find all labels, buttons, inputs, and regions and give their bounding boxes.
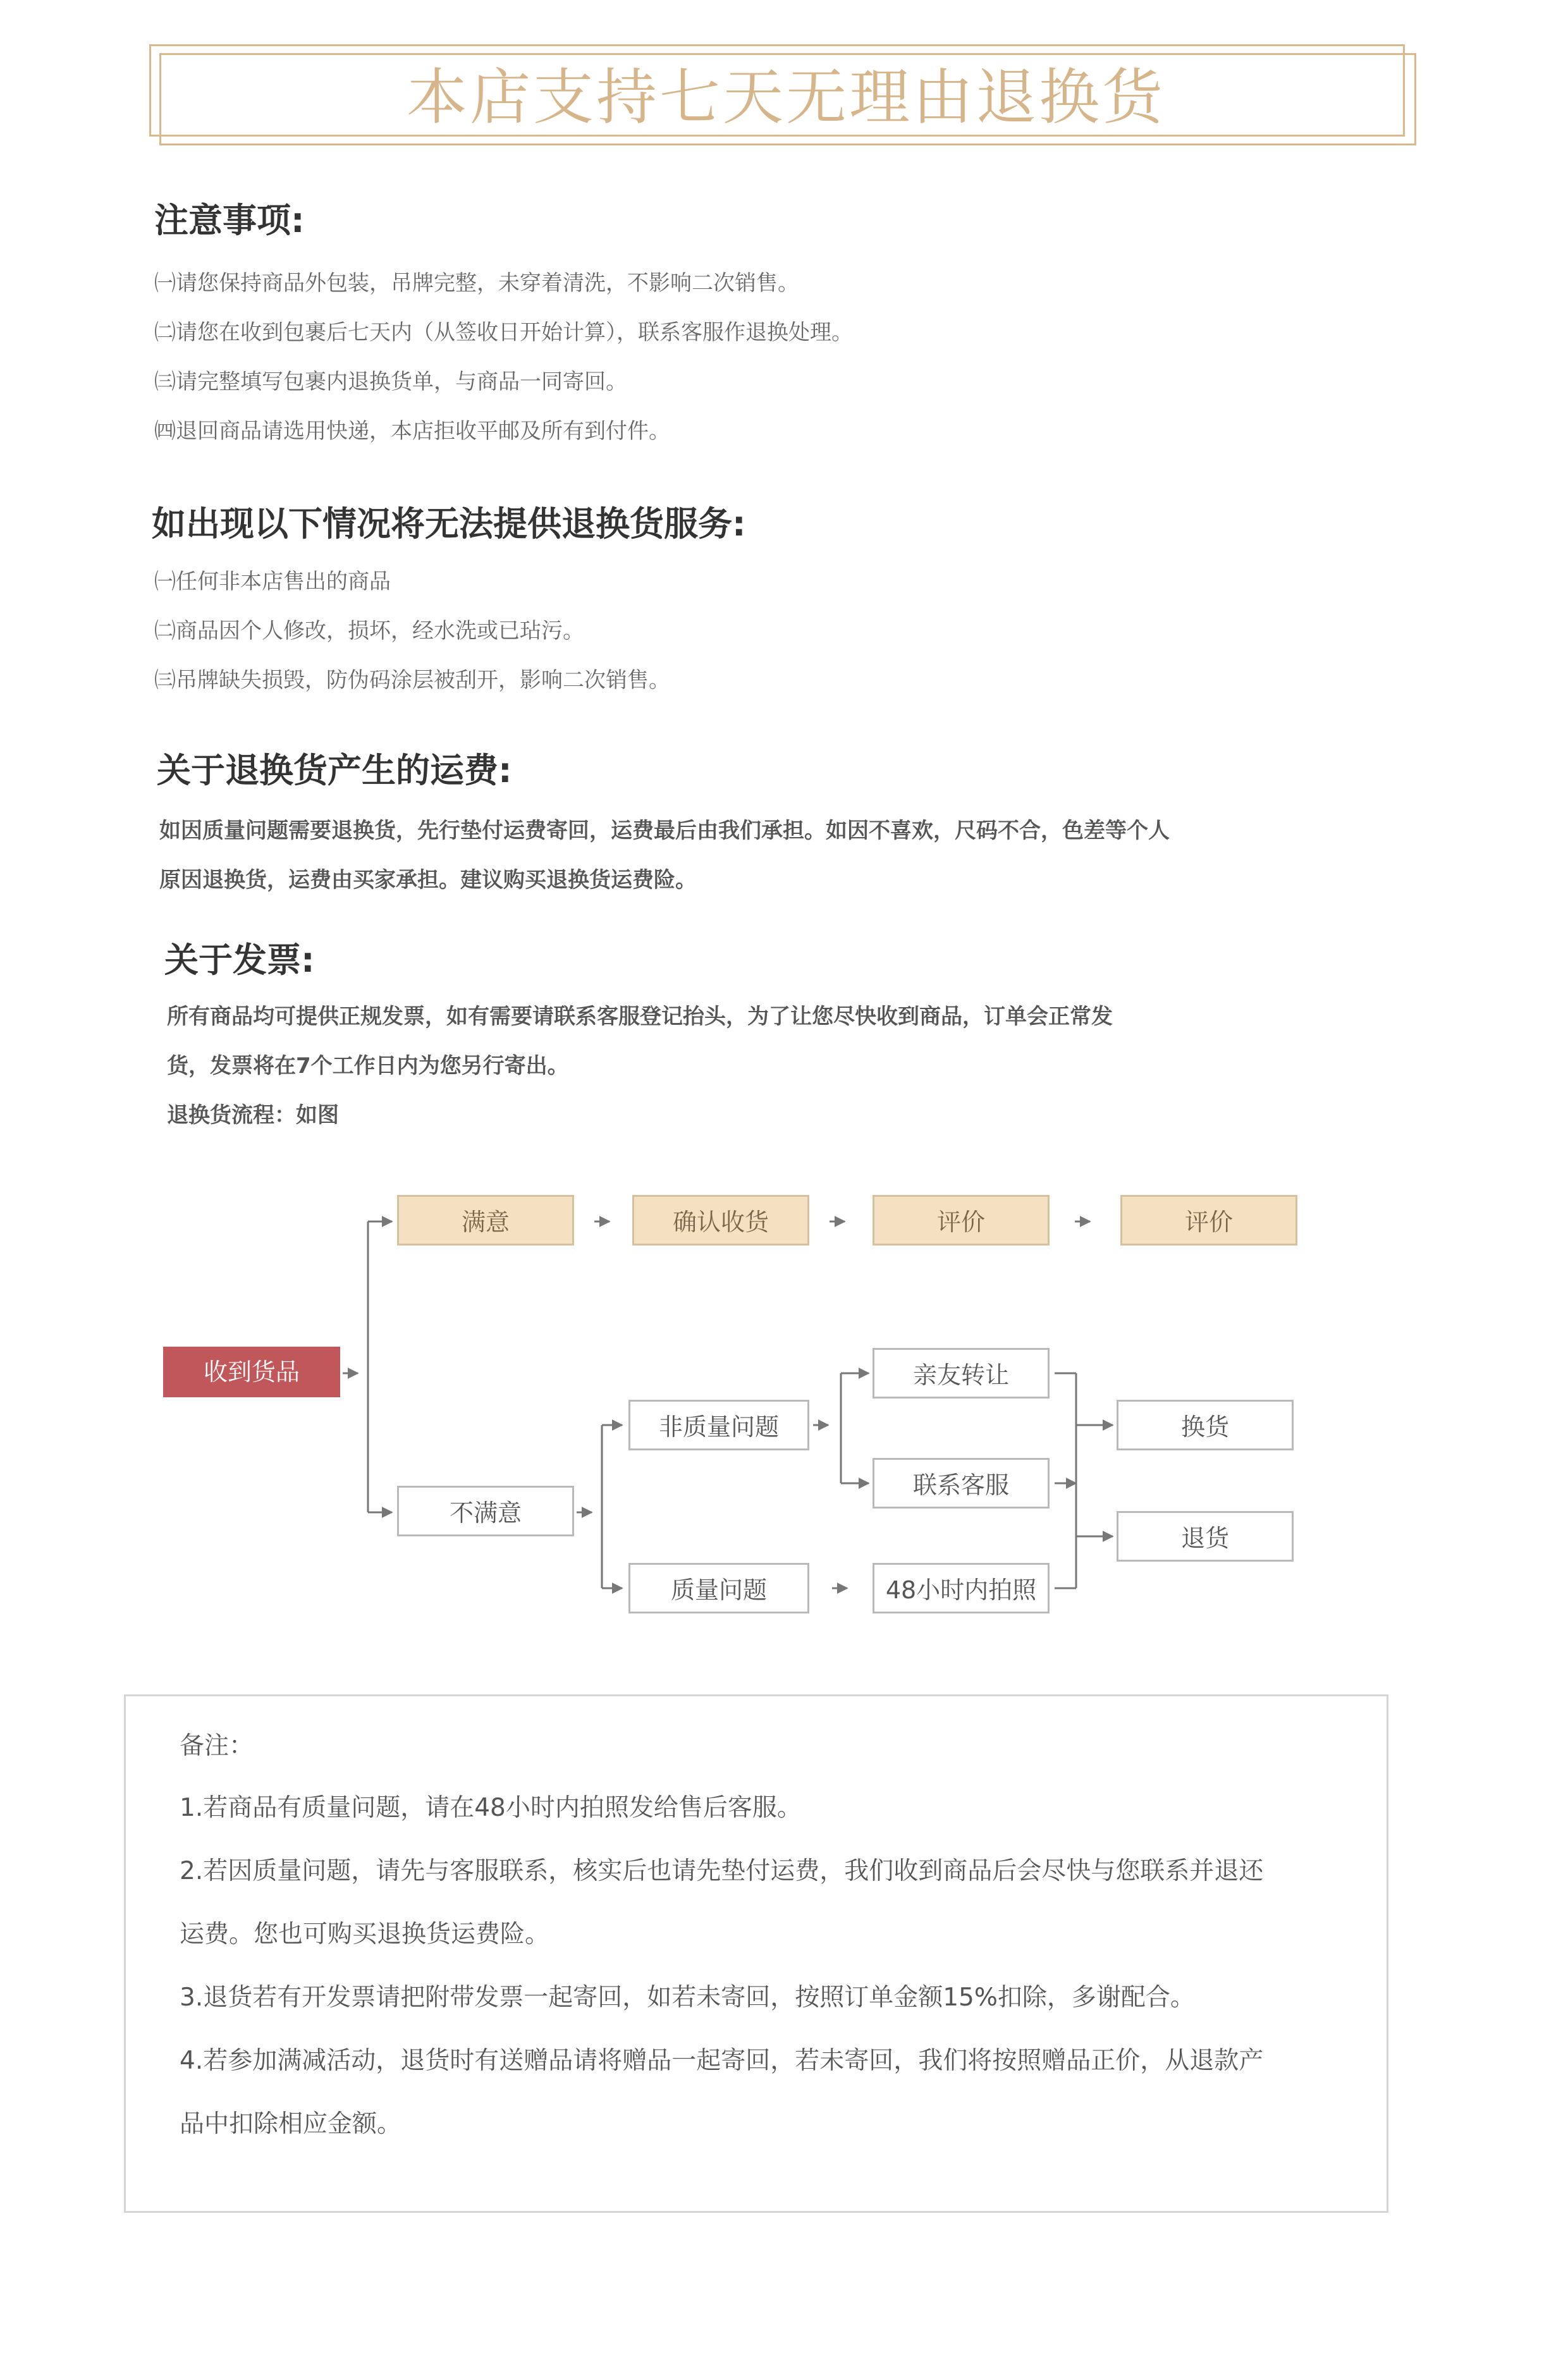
invoice-line-2: 货，发票将在7个工作日内为您另行寄出。 [167, 1053, 569, 1079]
shipping-line-1: 如因质量问题需要退换货，先行垫付运费寄回，运费最后由我们承担。如因不喜欢，尺码不合，色差等个人 [159, 818, 1170, 843]
notes-line-6: 品中扣除相应金额。 [180, 2110, 402, 2138]
flow-transfer: 亲友转让 [873, 1348, 1050, 1399]
notice-item-3: ㈢请完整填写包裹内退换货单，与商品一同寄回。 [154, 369, 627, 395]
invoice-heading: 关于发票: [164, 940, 315, 980]
invoice-line-1: 所有商品均可提供正规发票，如有需要请联系客服登记抬头，为了让您尽快收到商品，订单会正常发 [167, 1004, 1113, 1029]
notes-line-2: 2.若因质量问题，请先与客服联系，核实后也请先垫付运费，我们收到商品后会尽快与您联系并退还 [180, 1857, 1264, 1885]
flow-caption: 退换货流程：如图 [167, 1103, 339, 1128]
notes-line-3: 运费。您也可购买退换货运费险。 [180, 1920, 550, 1949]
notes-line-4: 3.退货若有开发票请把附带发票一起寄回，如若未寄回，按照订单金额15%扣除，多谢配合。 [180, 1983, 1195, 2012]
flow-start: 收到货品 [163, 1347, 340, 1397]
notice-item-4: ㈣退回商品请选用快递，本店拒收平邮及所有到付件。 [154, 419, 670, 444]
notes-line-5: 4.若参加满减活动，退货时有送赠品请将赠品一起寄回，若未寄回，我们将按照赠品正价，从退款产 [180, 2047, 1264, 2075]
exclusion-item-1: ㈠任何非本店售出的商品 [154, 569, 391, 594]
flow-photo-48h: 48小时内拍照 [873, 1563, 1050, 1613]
flow-confirm-receipt: 确认收货 [632, 1195, 809, 1246]
flow-contact-service: 联系客服 [873, 1458, 1050, 1509]
notes-title: 备注： [180, 1732, 254, 1760]
shipping-heading: 关于退换货产生的运费: [157, 750, 512, 790]
flow-return: 退货 [1117, 1511, 1294, 1562]
notice-item-1: ㈠请您保持商品外包装，吊牌完整，未穿着清洗，不影响二次销售。 [154, 271, 799, 296]
shipping-line-2: 原因退换货，运费由买家承担。建议购买退换货运费险。 [159, 867, 697, 893]
flow-review-2: 评价 [1120, 1195, 1297, 1246]
flow-unsatisfied: 不满意 [397, 1486, 574, 1536]
banner-title: 本店支持七天无理由退换货 [407, 62, 1165, 133]
exclusion-item-2: ㈡商品因个人修改，损坏，经水洗或已玷污。 [154, 618, 584, 644]
exclusions-heading: 如出现以下情况将无法提供退换货服务: [152, 504, 746, 544]
exclusion-item-3: ㈢吊牌缺失损毁，防伪码涂层被刮开，影响二次销售。 [154, 668, 670, 693]
flow-quality: 质量问题 [628, 1563, 809, 1613]
flow-non-quality: 非质量问题 [628, 1400, 809, 1450]
flow-review-1: 评价 [873, 1195, 1050, 1246]
notice-item-2: ㈡请您在收到包裹后七天内（从签收日开始计算），联系客服作退换处理。 [154, 320, 853, 345]
flow-satisfied: 满意 [397, 1195, 574, 1246]
flow-exchange: 换货 [1117, 1400, 1294, 1450]
notice-heading: 注意事项: [154, 200, 305, 240]
notes-line-1: 1.若商品有质量问题，请在48小时内拍照发给售后客服。 [180, 1794, 802, 1822]
